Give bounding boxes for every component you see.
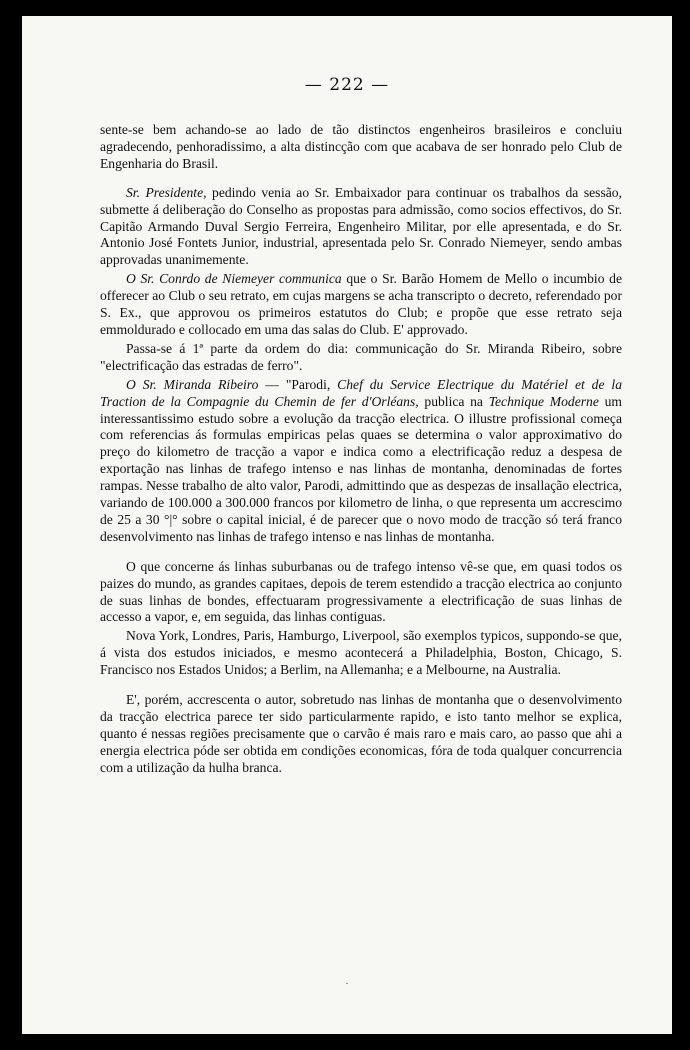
paragraph (100, 377, 622, 546)
body-text (100, 122, 622, 777)
italic-text: O Sr. Miranda Ribeiro (126, 376, 259, 392)
paragraph (100, 271, 622, 339)
italic-text: Technique Moderne (488, 393, 599, 409)
page-number: — 222 — (304, 75, 390, 95)
paragraph (100, 692, 622, 777)
text-segment: publica na (418, 393, 489, 409)
text-segment: E', porém, accrescenta o autor, sobretudo nas linhas de montanha que o desenvolvimento da tracção electrica parece ter sido particularmente rapido, e isto tanto melhor se explica, quanto é nessas regiões precisamente que o carvão é mais raro e mais caro, ao passo que ahi a energia electrica póde ser obtida em condições economicas, fóra de toda qualquer concurrencia com a utilização da hulha branca. (100, 692, 622, 775)
italic-text: Chef du Service Electrique du Matériel et de la Traction de la Compagnie du Chemin de fer d'Orléans, (100, 376, 622, 409)
paragraph (100, 341, 622, 375)
text-segment: que o Sr. Barão Homem de Mello o incumbio de offerecer ao Club o seu retrato, em cujas margens se acha transcripto o decreto, referendado por S. Ex., que approvou os primeiros estatutos do Club; e propõe que esse retrato seja emmoldurado e collocado em uma das salas do Club. E' approvado. (100, 271, 622, 337)
text-segment: sente-se bem achando-se ao lado de tão distinctos engenheiros brasileiros e concluiu agradecendo, penhoradissimo, a alta distincção com que acabava de ser honrado pelo Club de Engenharia do Brasil. (100, 122, 622, 171)
text-segment: Passa-se á 1ª parte da ordem do dia: communicação do Sr. Miranda Ribeiro, sobre "electrificação das estradas de ferro". (100, 340, 622, 373)
text-segment: Nova York, Londres, Paris, Hamburgo, Liverpool, são exemplos typicos, suppondo-se que, á vista dos estudos iniciados, e mesmo acontecerá a Philadelphia, Boston, Chicago, S. Francisco nos Estados Unidos; a Berlim, na Allemanha; e a Melbourne, na Australia. (100, 628, 622, 678)
paragraph (100, 559, 622, 627)
italic-text: Sr. Presidente, (126, 184, 207, 200)
paragraph (100, 185, 622, 270)
italic-text: O Sr. Conrdo de Niemeyer communica (126, 271, 342, 287)
text-segment: — "Parodi, (258, 376, 338, 392)
text-segment: pedindo venia ao Sr. Embaixador para continuar os trabalhos da sessão, submette á deliberação do Conselho as propostas para admissão, como socios effectivos, do Sr. Capitão Armando Duval Sergio Ferreira, Engenheiro Militar, por elle apresentada, e do Sr. Antonio José Fontets Junior, industrial, apresentada pelo Sr. Conrado Niemeyer, sendo ambas approvadas unanimemente. (100, 184, 622, 268)
paragraph (100, 628, 622, 679)
book-page (22, 16, 672, 1034)
text-segment: um interessantissimo estudo sobre a evolução da tracção electrica. O illustre profissional começa com referencias ás formulas empiricas pelas quaes se determina o valor approximativo do preço do kilometro de tracção a vapor e indica como a electrificação reduz a despesa de exportação nas linhas de trafego intenso e nas linhas de montanha, denominadas de fortes rampas. Nesse trabalho de alto valor, Parodi, admittindo que as despezas de insallação electrica, variando de 100.000 a 300.000 francos por kilometro de linha, o que representa um accrescimo de 25 a 30 °|° sobre o capital inicial, é de parecer que o novo modo de tracção só terá franco desenvolvimento nas linhas de trafego intenso e nas linhas de montanha. (100, 393, 622, 544)
footer-dot: . (345, 976, 349, 987)
text-segment: O que concerne ás linhas suburbanas ou de trafego intenso vê-se que, em quasi todos os paizes do mundo, as grandes capitaes, depois de terem estendido a tracção electrica ao conjunto de suas linhas de bondes, effectuaram progressivamente a electrificação de suas linhas de accesso a vapor, e, em seguida, das linhas contiguas. (100, 558, 622, 625)
paragraph (100, 122, 622, 173)
